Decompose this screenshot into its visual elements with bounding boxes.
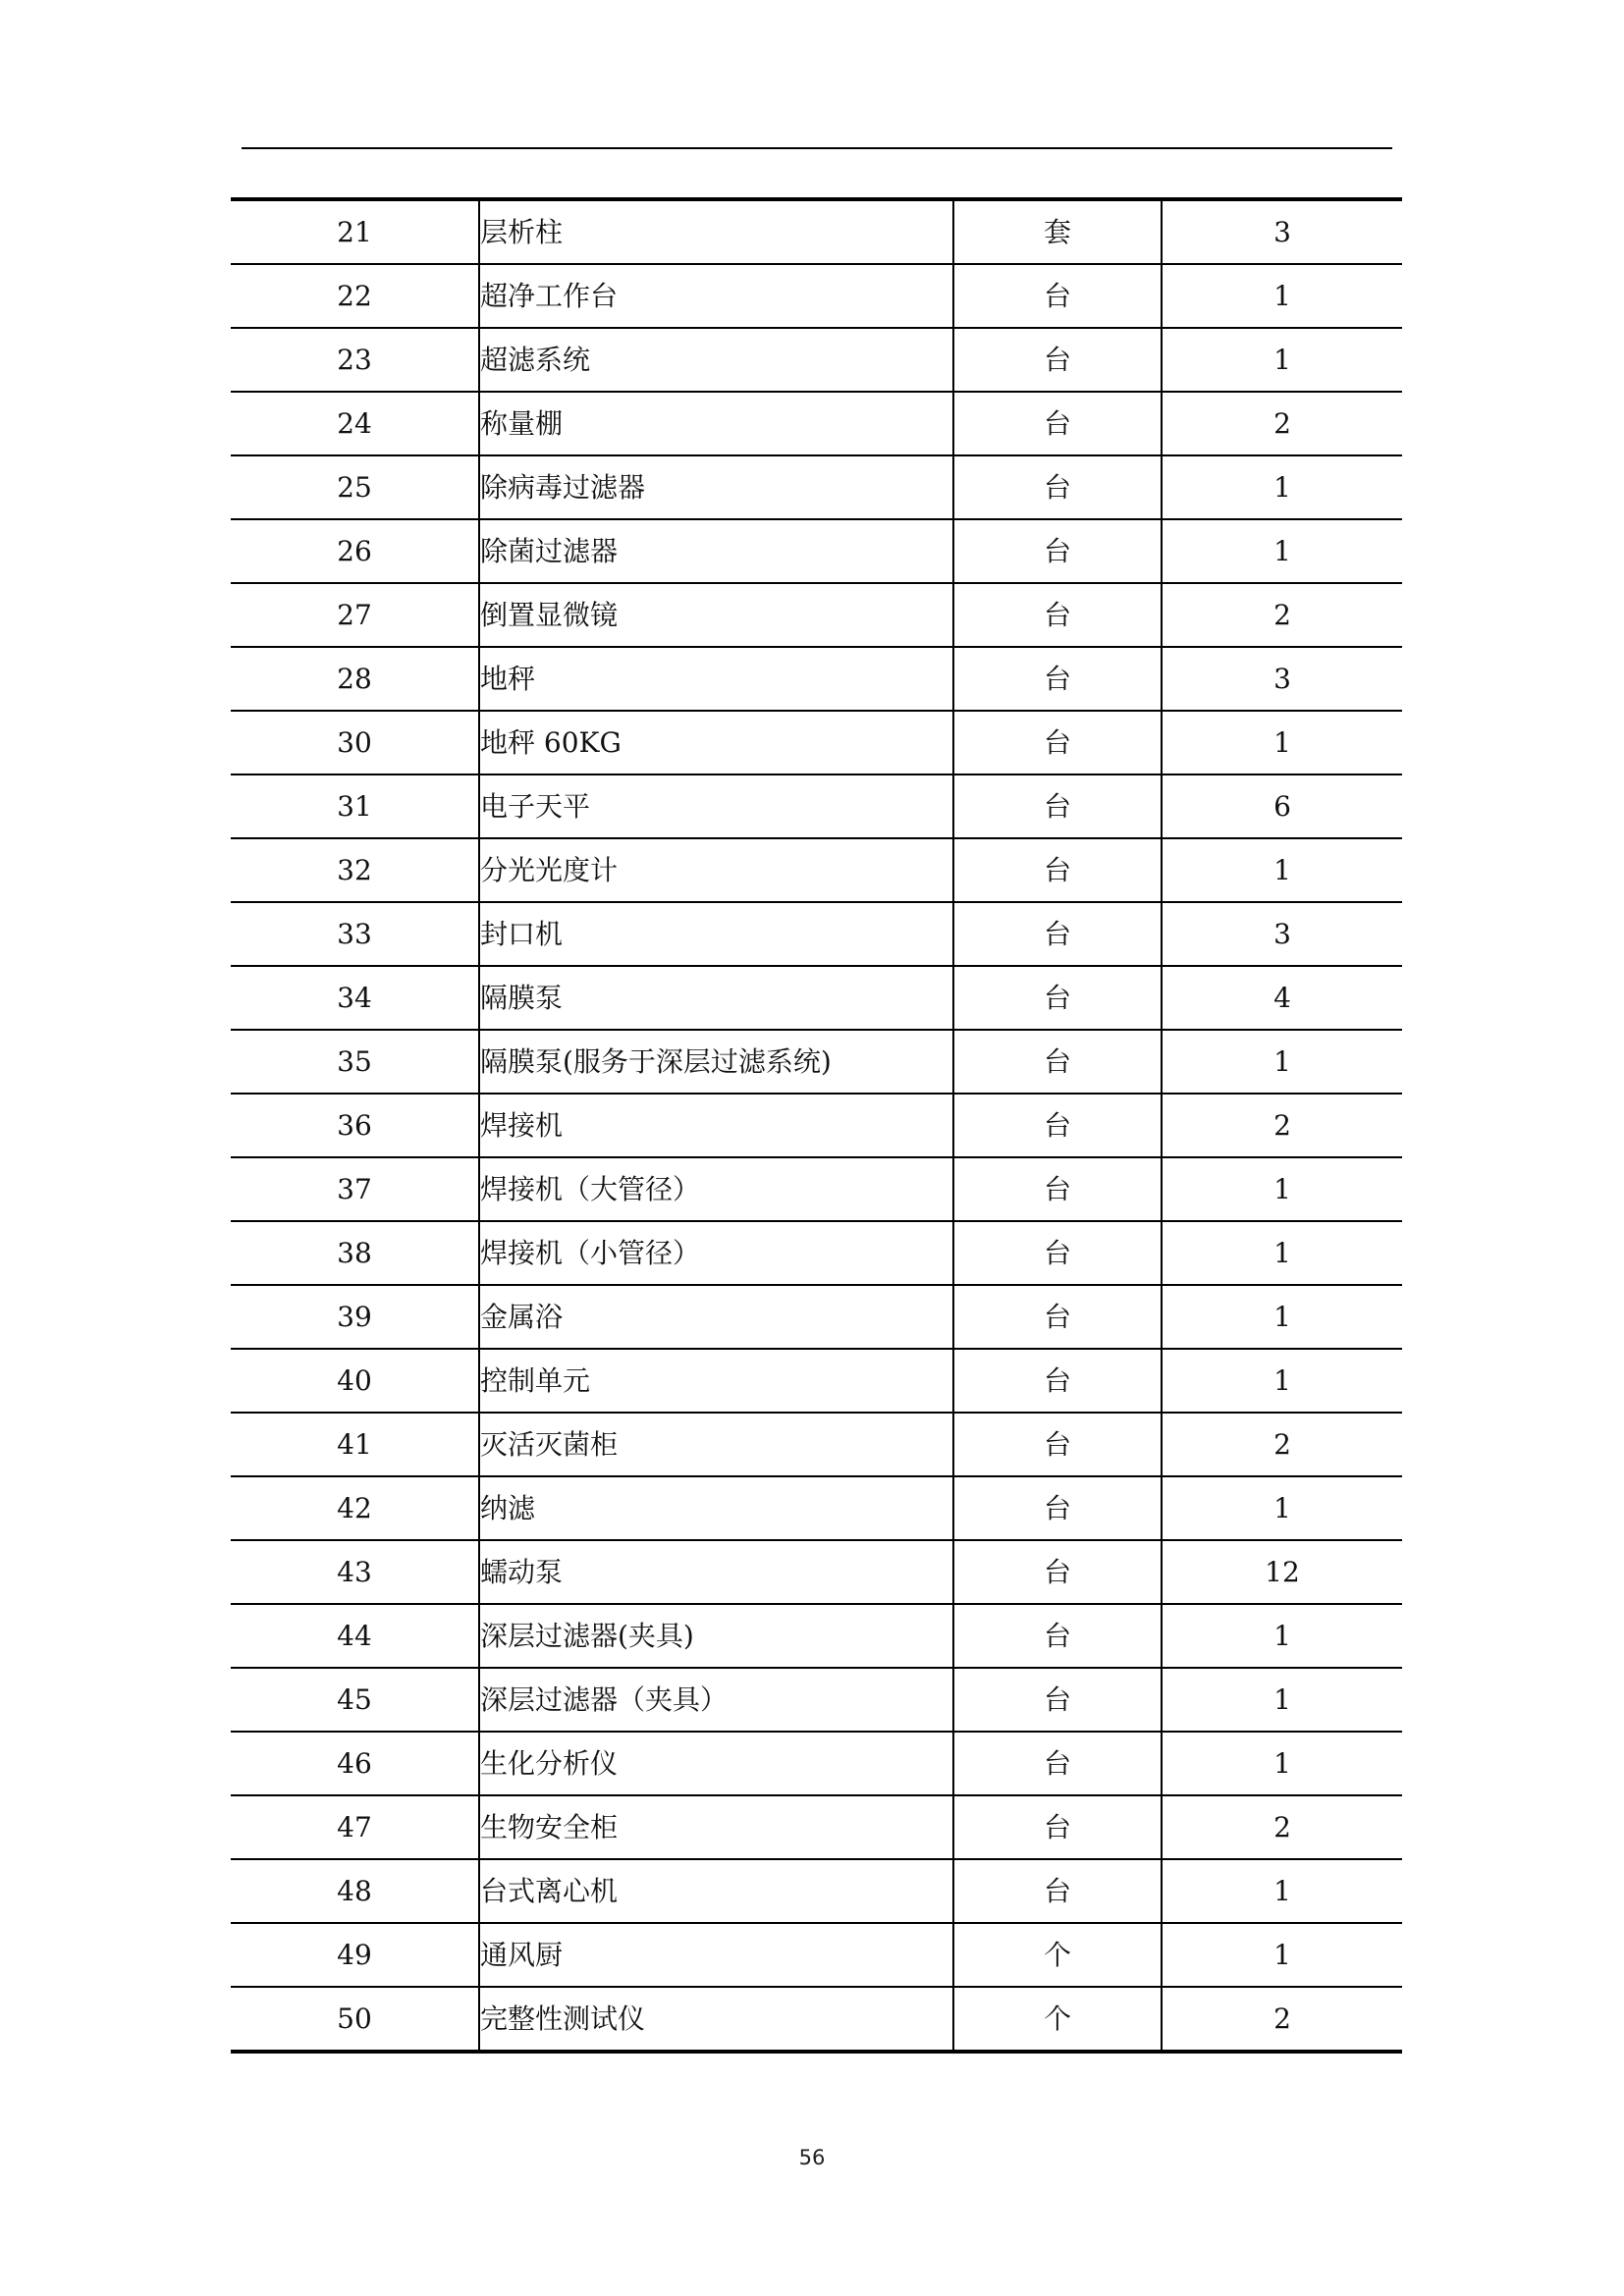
equipment-name-cell: 蠕动泵 [479,1540,953,1604]
equipment-table-container [231,197,1402,2054]
quantity-cell: 6 [1162,774,1402,838]
unit-cell: 台 [953,1349,1162,1413]
equipment-name-cell: 称量棚 [479,392,953,455]
equipment-name-cell: 生化分析仪 [479,1732,953,1795]
table-row [231,1859,1402,1923]
unit-cell: 台 [953,328,1162,392]
item-number-cell: 38 [231,1221,479,1285]
quantity-cell: 3 [1162,199,1402,264]
equipment-name-cell: 焊接机（大管径） [479,1157,953,1221]
item-number-cell: 43 [231,1540,479,1604]
item-number-cell: 49 [231,1923,479,1987]
equipment-name-cell: 除病毒过滤器 [479,455,953,519]
item-number-cell: 44 [231,1604,479,1668]
unit-cell: 台 [953,711,1162,774]
equipment-name-cell: 深层过滤器（夹具） [479,1668,953,1732]
table-row [231,1157,1402,1221]
unit-cell: 台 [953,455,1162,519]
quantity-cell: 1 [1162,455,1402,519]
quantity-cell: 1 [1162,1349,1402,1413]
item-number-cell: 42 [231,1476,479,1540]
item-number-cell: 36 [231,1094,479,1157]
unit-cell: 台 [953,1795,1162,1859]
item-number-cell: 26 [231,519,479,583]
table-row [231,1540,1402,1604]
unit-cell: 台 [953,1859,1162,1923]
table-row [231,1030,1402,1094]
equipment-name-cell: 焊接机 [479,1094,953,1157]
unit-cell: 台 [953,1094,1162,1157]
item-number-cell: 41 [231,1413,479,1476]
item-number-cell: 30 [231,711,479,774]
equipment-name-cell: 封口机 [479,902,953,966]
unit-cell: 台 [953,264,1162,328]
item-number-cell: 39 [231,1285,479,1349]
unit-cell: 台 [953,1285,1162,1349]
item-number-cell: 50 [231,1987,479,2052]
table-row [231,902,1402,966]
table-row [231,1349,1402,1413]
item-number-cell: 47 [231,1795,479,1859]
equipment-table [231,197,1402,2054]
unit-cell: 台 [953,519,1162,583]
table-row [231,1732,1402,1795]
unit-cell: 台 [953,392,1162,455]
equipment-name-cell: 隔膜泵(服务于深层过滤系统) [479,1030,953,1094]
quantity-cell: 12 [1162,1540,1402,1604]
quantity-cell: 3 [1162,647,1402,711]
table-row [231,1476,1402,1540]
item-number-cell: 40 [231,1349,479,1413]
quantity-cell: 4 [1162,966,1402,1030]
item-number-cell: 33 [231,902,479,966]
quantity-cell: 1 [1162,1604,1402,1668]
item-number-cell: 22 [231,264,479,328]
quantity-cell: 1 [1162,838,1402,902]
equipment-name-cell: 灭活灭菌柜 [479,1413,953,1476]
quantity-cell: 2 [1162,1094,1402,1157]
table-row [231,264,1402,328]
table-row [231,392,1402,455]
unit-cell: 台 [953,1540,1162,1604]
equipment-name-cell: 除菌过滤器 [479,519,953,583]
table-row [231,1987,1402,2052]
quantity-cell: 2 [1162,1413,1402,1476]
table-row [231,1285,1402,1349]
unit-cell: 台 [953,1476,1162,1540]
quantity-cell: 1 [1162,1732,1402,1795]
equipment-name-cell: 倒置显微镜 [479,583,953,647]
unit-cell: 台 [953,1668,1162,1732]
equipment-name-cell: 完整性测试仪 [479,1987,953,2052]
item-number-cell: 23 [231,328,479,392]
item-number-cell: 32 [231,838,479,902]
table-row [231,328,1402,392]
quantity-cell: 1 [1162,1157,1402,1221]
quantity-cell: 2 [1162,1987,1402,2052]
equipment-name-cell: 纳滤 [479,1476,953,1540]
equipment-name-cell: 生物安全柜 [479,1795,953,1859]
page-number: 56 [798,2146,826,2169]
table-row [231,774,1402,838]
unit-cell: 个 [953,1987,1162,2052]
item-number-cell: 25 [231,455,479,519]
equipment-name-cell: 超滤系统 [479,328,953,392]
equipment-name-cell: 分光光度计 [479,838,953,902]
quantity-cell: 1 [1162,1285,1402,1349]
quantity-cell: 1 [1162,711,1402,774]
unit-cell: 台 [953,902,1162,966]
item-number-cell: 24 [231,392,479,455]
unit-cell: 台 [953,1604,1162,1668]
item-number-cell: 21 [337,215,372,248]
item-number-cell: 48 [231,1859,479,1923]
unit-cell: 台 [953,774,1162,838]
unit-cell: 台 [953,583,1162,647]
equipment-name-cell: 地秤 60KG [479,711,953,774]
equipment-name-cell: 地秤 [479,647,953,711]
equipment-name-cell: 层析柱 [479,199,953,264]
table-row [231,583,1402,647]
unit-cell: 台 [953,838,1162,902]
table-row [231,1094,1402,1157]
equipment-name-cell: 金属浴 [479,1285,953,1349]
table-row [231,1413,1402,1476]
equipment-table-body [231,199,1402,2052]
quantity-cell: 3 [1162,902,1402,966]
table-row [231,711,1402,774]
item-number-cell: 45 [231,1668,479,1732]
quantity-cell: 1 [1162,1221,1402,1285]
unit-cell: 套 [953,199,1162,264]
quantity-cell: 2 [1162,1795,1402,1859]
item-number-cell: 28 [231,647,479,711]
equipment-name-cell: 通风厨 [479,1923,953,1987]
table-row [231,199,1402,264]
item-number-cell: 35 [231,1030,479,1094]
table-row [231,1795,1402,1859]
table-row [231,1604,1402,1668]
equipment-name-cell: 超净工作台 [479,264,953,328]
equipment-name-cell: 隔膜泵 [479,966,953,1030]
table-row [231,455,1402,519]
item-number-cell: 46 [231,1732,479,1795]
item-number-cell: 31 [231,774,479,838]
quantity-cell: 1 [1162,1859,1402,1923]
unit-cell: 个 [953,1923,1162,1987]
unit-cell: 台 [953,1413,1162,1476]
item-number-cell: 37 [231,1157,479,1221]
table-row [231,1923,1402,1987]
quantity-cell: 1 [1162,264,1402,328]
equipment-name-cell: 电子天平 [479,774,953,838]
quantity-cell: 1 [1162,1030,1402,1094]
unit-cell: 台 [953,1221,1162,1285]
header-rule [242,147,1392,149]
quantity-cell: 2 [1162,392,1402,455]
quantity-cell: 2 [1162,583,1402,647]
table-row [231,519,1402,583]
equipment-name-cell: 深层过滤器(夹具) [479,1604,953,1668]
table-row [231,1221,1402,1285]
item-number-cell: 27 [231,583,479,647]
quantity-cell: 1 [1162,1476,1402,1540]
table-row [231,1668,1402,1732]
table-row [231,838,1402,902]
table-row [231,647,1402,711]
unit-cell: 台 [953,1157,1162,1221]
equipment-name-cell: 焊接机（小管径） [479,1221,953,1285]
unit-cell: 台 [953,647,1162,711]
table-row [231,966,1402,1030]
equipment-name-cell: 控制单元 [479,1349,953,1413]
quantity-cell: 1 [1162,328,1402,392]
quantity-cell: 1 [1162,519,1402,583]
unit-cell: 台 [953,966,1162,1030]
quantity-cell: 1 [1162,1668,1402,1732]
item-number-cell: 34 [231,966,479,1030]
quantity-cell: 1 [1162,1923,1402,1987]
unit-cell: 台 [953,1030,1162,1094]
unit-cell: 台 [953,1732,1162,1795]
equipment-name-cell: 台式离心机 [479,1859,953,1923]
